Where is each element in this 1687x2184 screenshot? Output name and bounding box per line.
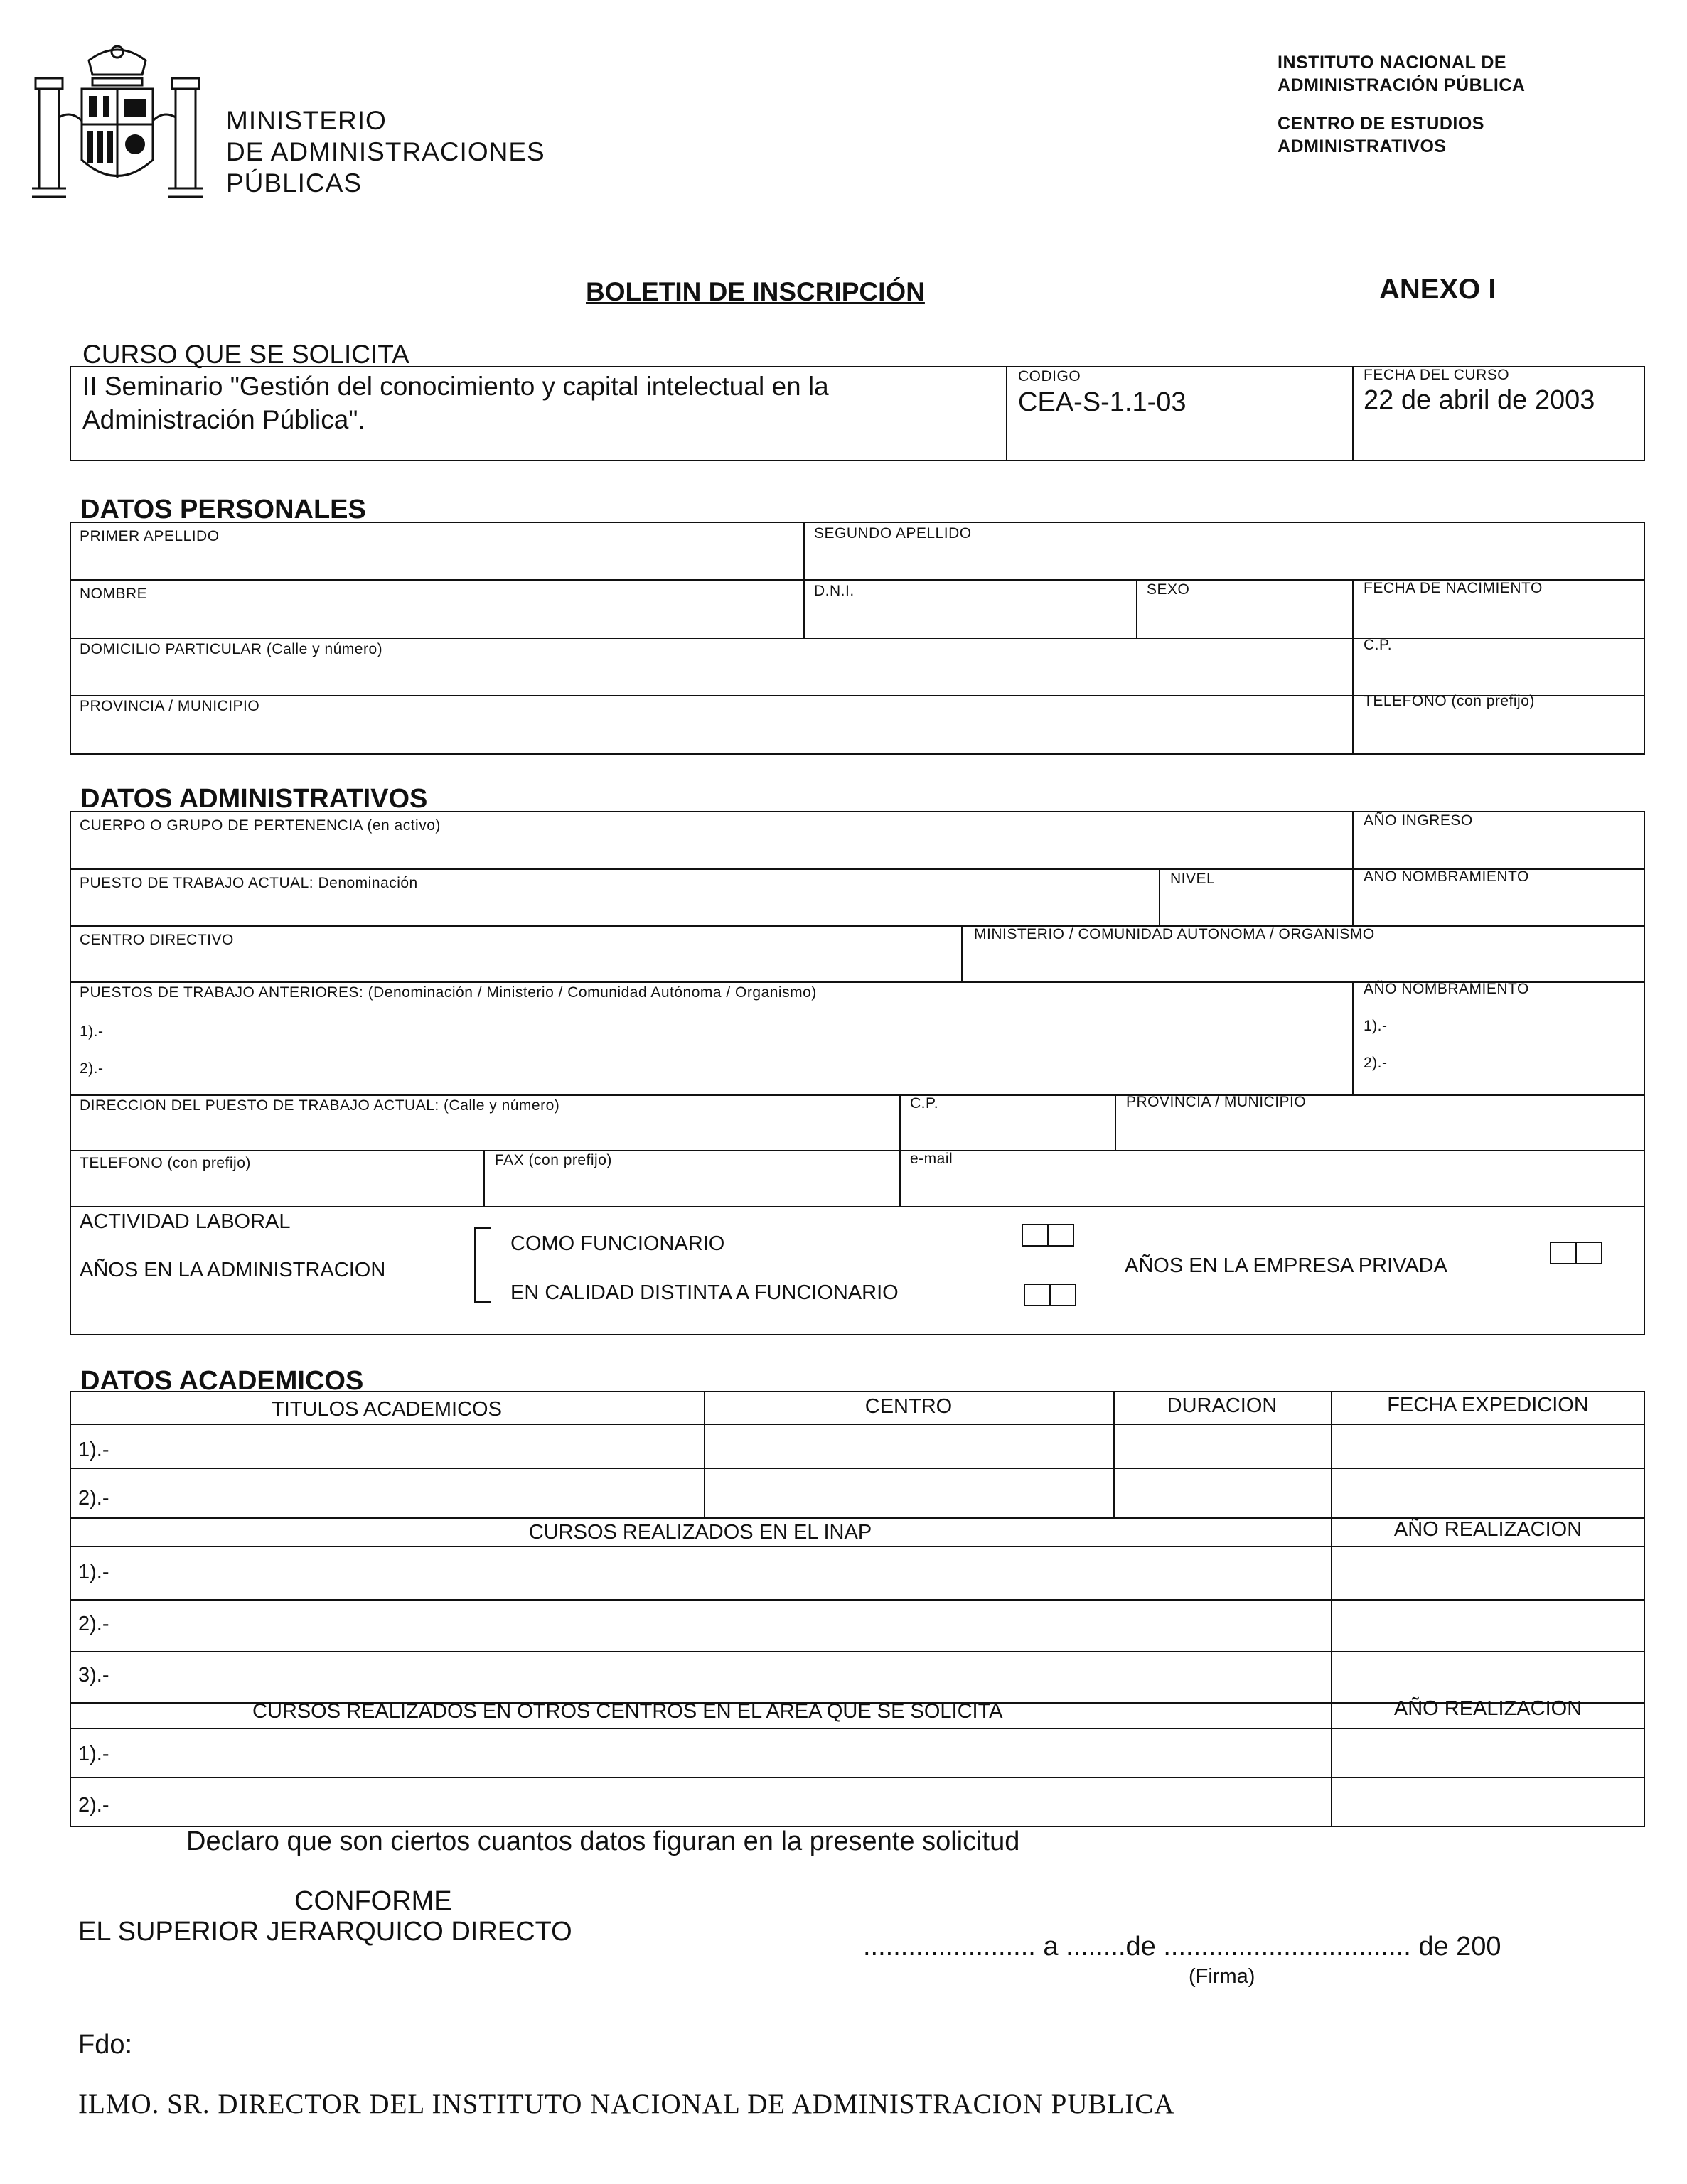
codigo-value: CEA-S-1.1-03 [1018,387,1187,417]
curso-name-line-2: Administración Pública". [82,405,365,434]
inap-row-3[interactable]: 3).- [78,1664,109,1687]
conforme-label: CONFORME [294,1886,452,1916]
fecha-line[interactable]: ....................... a ........de ................................. de 200 [863,1932,1501,1962]
titulo-row-1[interactable]: 1).- [78,1438,109,1461]
nivel-field[interactable]: NIVEL [1170,871,1216,887]
ano-nombramiento-2-field[interactable]: AÑO NOMBRAMIENTO [1364,981,1529,997]
fecha-curso-label: FECHA DEL CURSO [1364,367,1510,383]
ano-ingreso-field[interactable]: AÑO INGRESO [1364,812,1473,829]
bracket [474,1227,491,1303]
administrativos-heading: DATOS ADMINISTRATIVOS [80,784,428,814]
institute-line-2: ADMINISTRACIÓN PÚBLICA [1278,75,1526,95]
form-title: BOLETIN DE INSCRIPCIÓN [586,277,925,306]
institute-name [1278,51,1526,158]
actividad-label: ACTIVIDAD LABORAL [80,1210,291,1233]
provincia-trabajo-field[interactable]: PROVINCIA / MUNICIPIO [1126,1094,1307,1110]
ministry-line-3: PÚBLICAS [226,168,363,198]
centro-line-1: CENTRO DE ESTUDIOS [1278,114,1484,134]
otros-row-2[interactable]: 2).- [78,1794,109,1817]
sexo-field[interactable]: SEXO [1147,581,1190,598]
centro-directivo-field[interactable]: CENTRO DIRECTIVO [80,932,234,948]
inap-ano-realizacion: AÑO REALIZACION [1393,1518,1582,1541]
otros-ano-realizacion: AÑO REALIZACION [1393,1697,1582,1720]
ano-nombramiento-field[interactable]: AÑO NOMBRAMIENTO [1364,868,1529,885]
ministerio-field[interactable]: MINISTERIO / COMUNIDAD AUTONOMA / ORGANISMO [974,926,1375,942]
col-fecha-expedicion: FECHA EXPEDICION [1387,1394,1589,1416]
declaracion-text: Declaro que son ciertos cuantos datos figuran en la presente solicitud [186,1827,1020,1856]
email-field[interactable]: e-mail [910,1151,953,1167]
superior-label: EL SUPERIOR JERARQUICO DIRECTO [78,1917,572,1947]
institute-line-1: INSTITUTO NACIONAL DE [1278,53,1507,72]
puesto-anterior-2[interactable]: 2).- [80,1060,104,1077]
anexo-label: ANEXO I [1379,274,1496,305]
curso-name [82,370,829,436]
codigo-label: CODIGO [1018,368,1081,384]
titulo-row-2[interactable]: 2).- [78,1487,109,1510]
col-titulos: TITULOS ACADEMICOS [272,1398,502,1421]
anos-admin-label: AÑOS EN LA ADMINISTRACION [80,1259,386,1281]
primer-apellido-field[interactable]: PRIMER APELLIDO [80,528,220,544]
fecha-curso-value: 22 de abril de 2003 [1364,385,1595,415]
empresa-privada-years-box[interactable] [1550,1242,1602,1264]
curso-heading: CURSO QUE SE SOLICITA [82,340,409,369]
centro-line-2: ADMINISTRATIVOS [1278,136,1447,156]
personales-heading: DATOS PERSONALES [80,495,366,525]
firma-label: (Firma) [1189,1965,1255,1988]
calidad-distinta-years-box[interactable] [1024,1284,1076,1306]
coat-of-arms-icon [32,39,203,210]
inap-row-2[interactable]: 2).- [78,1613,109,1635]
ano-nombramiento-2[interactable]: 2).- [1364,1055,1388,1071]
col-centro: CENTRO [864,1395,953,1418]
puesto-anterior-1[interactable]: 1).- [80,1023,104,1040]
cp-trabajo-field[interactable]: C.P. [910,1095,939,1112]
inap-row-1[interactable]: 1).- [78,1561,109,1583]
calidad-distinta-label: EN CALIDAD DISTINTA A FUNCIONARIO [510,1281,899,1304]
provincia-field[interactable]: PROVINCIA / MUNICIPIO [80,698,260,714]
inap-heading: CURSOS REALIZADOS EN EL INAP [528,1521,872,1544]
segundo-apellido-field[interactable]: SEGUNDO APELLIDO [814,525,972,542]
otros-row-1[interactable]: 1).- [78,1743,109,1765]
academicos-box [70,1391,1645,1827]
empresa-privada-label: AÑOS EN LA EMPRESA PRIVADA [1125,1254,1447,1277]
cuerpo-field[interactable]: CUERPO O GRUPO DE PERTENENCIA (en activo) [80,817,441,834]
nombre-field[interactable]: NOMBRE [80,586,148,602]
puestos-anteriores-field[interactable]: PUESTOS DE TRABAJO ANTERIORES: (Denominación / Ministerio / Comunidad Autónoma / Organismo) [80,984,817,1001]
fecha-nacimiento-field[interactable]: FECHA DE NACIMIENTO [1364,580,1543,596]
curso-name-line-1: II Seminario "Gestión del conocimiento y capital intelectual en la [82,372,829,401]
fax-field[interactable]: FAX (con prefijo) [495,1152,612,1168]
domicilio-field[interactable]: DOMICILIO PARTICULAR (Calle y número) [80,641,383,657]
addressee: ILMO. SR. DIRECTOR DEL INSTITUTO NACIONAL DE ADMINISTRACION PUBLICA [78,2089,1175,2119]
fdo-label[interactable]: Fdo: [78,2030,133,2060]
telefono-field[interactable]: TELEFONO (con prefijo) [1364,693,1535,709]
como-funcionario-years-box[interactable] [1022,1224,1074,1247]
col-duracion: DURACION [1167,1394,1278,1417]
ministry-name [226,105,545,199]
puesto-field[interactable]: PUESTO DE TRABAJO ACTUAL: Denominación [80,875,418,891]
ministry-line-1: MINISTERIO [226,106,387,135]
ministry-line-2: DE ADMINISTRACIONES [226,137,545,166]
como-funcionario-label: COMO FUNCIONARIO [510,1232,725,1255]
dni-field[interactable]: D.N.I. [814,583,855,599]
telefono-trabajo-field[interactable]: TELEFONO (con prefijo) [80,1155,251,1171]
cp-field[interactable]: C.P. [1364,637,1393,653]
direccion-field[interactable]: DIRECCION DEL PUESTO DE TRABAJO ACTUAL: (Calle y número) [80,1097,560,1114]
ano-nombramiento-1[interactable]: 1).- [1364,1018,1388,1034]
otros-heading: CURSOS REALIZADOS EN OTROS CENTROS EN EL AREA QUE SE SOLICITA [252,1700,1003,1723]
academicos-heading: DATOS ACADEMICOS [80,1366,364,1396]
